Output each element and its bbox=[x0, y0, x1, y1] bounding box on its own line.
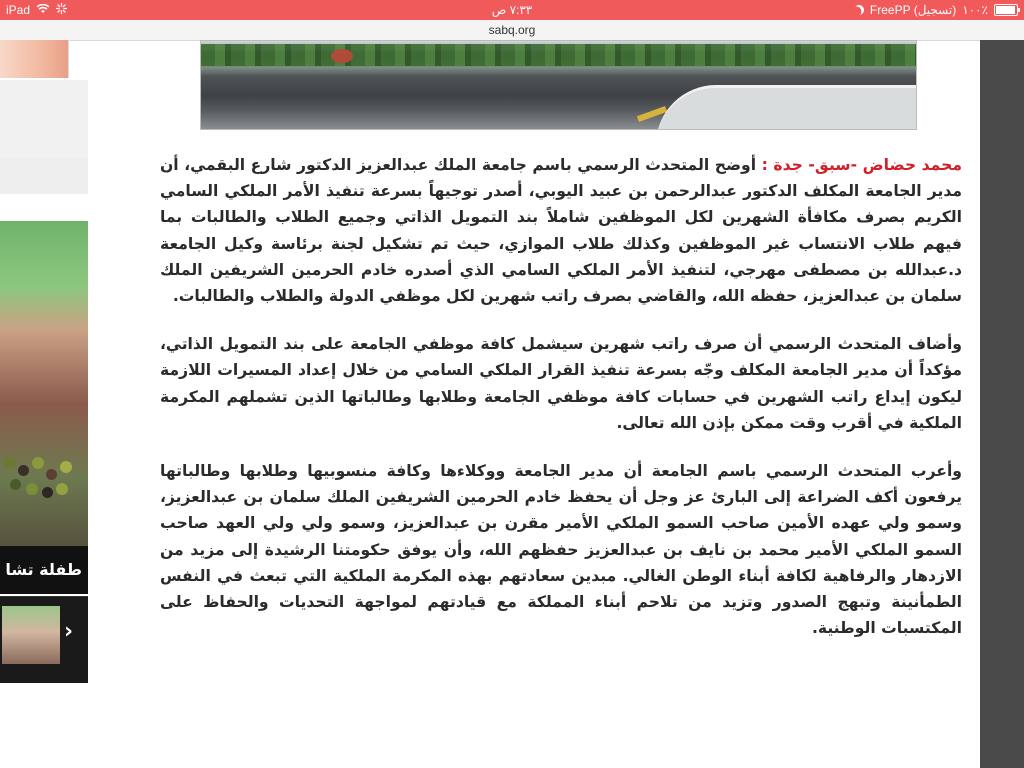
url-text[interactable]: sabq.org bbox=[488, 23, 536, 37]
image-sidewalk bbox=[656, 85, 917, 130]
image-flowers bbox=[331, 49, 353, 63]
sidebar-featured-photo[interactable] bbox=[0, 221, 88, 586]
address-bar[interactable] bbox=[0, 20, 1024, 41]
battery-percent: ١٠٠٪ bbox=[962, 3, 988, 17]
battery-icon bbox=[994, 4, 1018, 16]
status-time: ٧:٣٣ ص bbox=[491, 3, 533, 17]
paragraph-text: أوضح المتحدث الرسمي باسم جامعة الملك عبدالعزيز الدكتور شارع البقمي، أن مدير الجامعة المكلف الدكتور عبدالرحمن بن عبيد اليوبي، أصدر توجيهاً بسرعة تنفيذ الأمر الملكي السامي الكريم بصرف مكافأة الشهرين لكل الموظفين شاملاً بند التمويل الذاتي وجميع الطلاب والطالبات بما فيهم طلاب الانتساب غير الموظفين وكذلك طلاب الموازي، حيث تم تشكيل لجنة برئاسة وكيل الجامعة د.عبدالله بن مصطفى مهرجي، لتنفيذ الأمر الملكي السامي الذي أصدره خادم الحرمين الشريفين الملك سلمان بن عبدالعزيز، حفظه الله، والقاضي بصرف راتب شهرين لكل موظفي الدولة والطلاب والطالبات. bbox=[160, 156, 962, 306]
article-paragraph-1 bbox=[160, 152, 962, 309]
do-not-disturb-icon bbox=[852, 3, 866, 17]
sidebar-news-item[interactable] bbox=[0, 596, 88, 683]
article-paragraph-3: وأعرب المتحدث الرسمي باسم الجامعة أن مدير الجامعة ووكلاءها وكافة منسوبيها وطلابها وطالباتها يرفعون أكف الضراعة إلى البارئ عز وجل أن يحفظ خادم الحرمين الشريفين الملك سلمان بن عبدالعزيز، وسمو ولي عهده الأمين صاحب السمو الملكي الأمير مقرن بن عبدالعزيز، وسمو ولي ولي العهد صاحب السمو الملكي الأمير محمد بن نايف بن عبدالعزيز حفظهم الله، وأن يوفق حكومتنا الرشيدة إلى مزيد من الازدهار والرفاهية لكافة أبناء الوطن الغالي. مبدين سعادتهم بهذه المكرمة الملكية التي تبعث في النفس الطمأنينة وتبهج الصدور وتزيد من تلاحم أبناء المملكة مع قيادتهم لمواجهة التحديات والحفاظ على المكتسبات الوطنية. bbox=[160, 462, 962, 638]
status-right bbox=[854, 3, 1018, 17]
status-app-name: FreePP (تسجيل) bbox=[869, 3, 957, 17]
article-image bbox=[200, 40, 917, 130]
article-byline: محمد حضاض -سبق- جدة : bbox=[761, 156, 962, 174]
right-gutter bbox=[980, 40, 1024, 768]
sidebar-news-thumbnail[interactable] bbox=[2, 606, 60, 664]
article-body bbox=[160, 152, 962, 641]
sidebar-caption[interactable]: طفلة تشا bbox=[0, 546, 88, 594]
sidebar-divider-bar bbox=[0, 158, 88, 194]
image-shrubs bbox=[201, 44, 917, 66]
sidebar-thumbnail-top[interactable] bbox=[0, 40, 69, 78]
article-paragraph-2: وأضاف المتحدث الرسمي أن صرف راتب شهرين سيشمل كافة موظفي الجامعة على بند التمويل الذاتي، مؤكداً أن مدير الجامعة المكلف وجّه بسرعة تنفيذ القرار الملكي السامي من خلال إعداد المسيرات اللازمة ليكون إيداع راتب الشهرين في حسابات كافة موظفي الجامعة وطلابها وطالباتها الذين تشملهم المكرمة الملكية في أقرب وقت ممكن بإذن الله تعالى. bbox=[160, 335, 962, 432]
chevron-right-icon[interactable]: › bbox=[64, 619, 74, 644]
left-sidebar bbox=[0, 40, 88, 768]
status-bar bbox=[0, 0, 1024, 20]
device-label: iPad bbox=[6, 3, 31, 17]
